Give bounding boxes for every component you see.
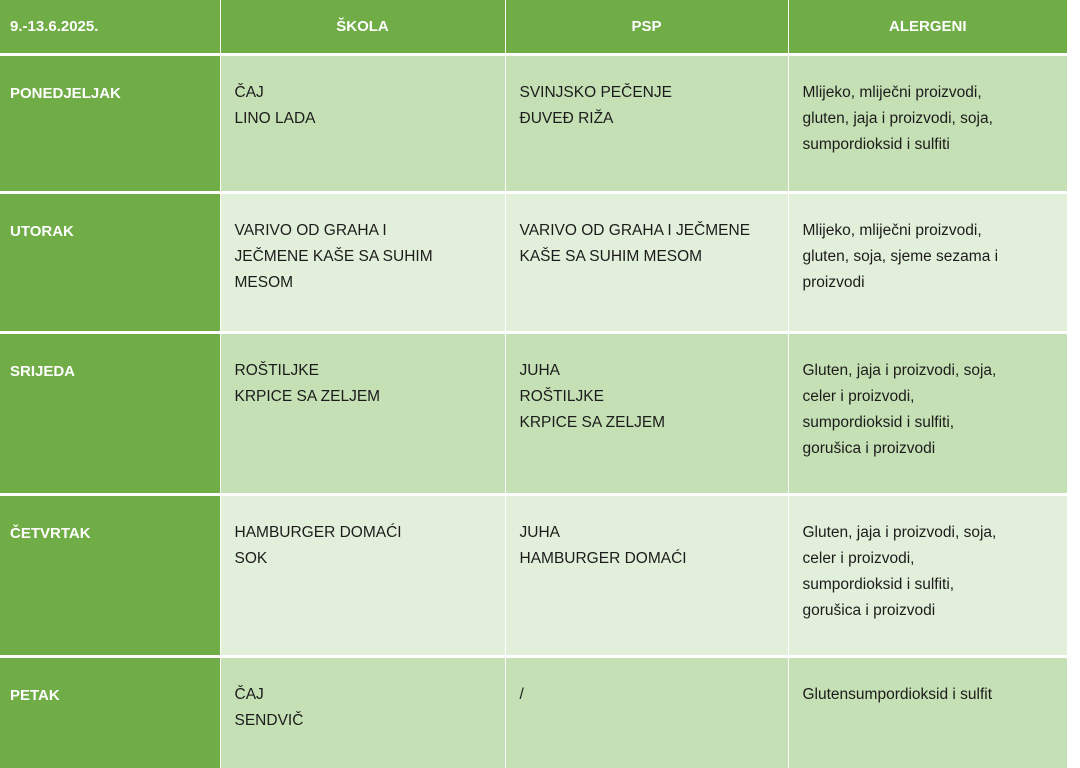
psp-cell xyxy=(505,657,788,768)
allergen-line: sumpordioksid i sulfiti xyxy=(803,132,1058,158)
allergen-line: gluten, jaja i proizvodi, soja, xyxy=(803,106,1058,132)
table-row xyxy=(0,193,1067,333)
menu-item: JEČMENE KAŠE SA SUHIM xyxy=(235,244,495,270)
menu-item: SENDVIČ xyxy=(235,708,495,734)
allergen-line: proizvodi xyxy=(803,270,1058,296)
allergen-line: gorušica i proizvodi xyxy=(803,598,1058,624)
allergen-line: Mlijeko, mliječni proizvodi, xyxy=(803,218,1058,244)
menu-item: JUHA xyxy=(520,520,778,546)
menu-item: SVINJSKO PEČENJE xyxy=(520,80,778,106)
day-name: UTORAK xyxy=(0,193,220,333)
skola-cell xyxy=(220,657,505,768)
menu-item: LINO LADA xyxy=(235,106,495,132)
allergen-line: gorušica i proizvodi xyxy=(803,436,1058,462)
table-row xyxy=(0,55,1067,193)
allergen-line: sumpordioksid i sulfiti, xyxy=(803,410,1058,436)
allergen-line: Gluten, jaja i proizvodi, soja, xyxy=(803,520,1058,546)
menu-item: ĐUVEĐ RIŽA xyxy=(520,106,778,132)
week-range-header: 9.-13.6.2025. xyxy=(0,0,220,55)
day-name: ČETVRTAK xyxy=(0,495,220,657)
table-row xyxy=(0,495,1067,657)
alergeni-cell xyxy=(788,657,1067,768)
table-row xyxy=(0,333,1067,495)
menu-item: ROŠTILJKE xyxy=(520,384,778,410)
menu-item: MESOM xyxy=(235,270,495,296)
day-name: PONEDJELJAK xyxy=(0,55,220,193)
day-name: PETAK xyxy=(0,657,220,768)
psp-cell xyxy=(505,193,788,333)
menu-item: ČAJ xyxy=(235,682,495,708)
psp-cell xyxy=(505,495,788,657)
menu-item: SOK xyxy=(235,546,495,572)
allergen-line: gluten, soja, sjeme sezama i xyxy=(803,244,1058,270)
allergen-line: Mlijeko, mliječni proizvodi, xyxy=(803,80,1058,106)
psp-column-header: PSP xyxy=(505,0,788,55)
psp-cell xyxy=(505,333,788,495)
day-name: SRIJEDA xyxy=(0,333,220,495)
menu-item: / xyxy=(520,682,778,708)
menu-item: JUHA xyxy=(520,358,778,384)
allergen-line: celer i proizvodi, xyxy=(803,546,1058,572)
skola-cell xyxy=(220,55,505,193)
psp-cell xyxy=(505,55,788,193)
alergeni-column-header: ALERGENI xyxy=(788,0,1067,55)
menu-item: VARIVO OD GRAHA I xyxy=(235,218,495,244)
allergen-line: Gluten, jaja i proizvodi, soja, xyxy=(803,358,1058,384)
alergeni-cell xyxy=(788,495,1067,657)
menu-item: KRPICE SA ZELJEM xyxy=(235,384,495,410)
menu-item: HAMBURGER DOMAĆI xyxy=(520,546,778,572)
menu-item: ROŠTILJKE xyxy=(235,358,495,384)
menu-item: HAMBURGER DOMAĆI xyxy=(235,520,495,546)
skola-cell xyxy=(220,495,505,657)
menu-item: VARIVO OD GRAHA I JEČMENE xyxy=(520,218,778,244)
skola-cell xyxy=(220,193,505,333)
menu-item: ČAJ xyxy=(235,80,495,106)
skola-column-header: ŠKOLA xyxy=(220,0,505,55)
table-row xyxy=(0,657,1067,768)
skola-cell xyxy=(220,333,505,495)
menu-item: KRPICE SA ZELJEM xyxy=(520,410,778,436)
header-row xyxy=(0,0,1067,55)
allergen-line: sumpordioksid i sulfiti, xyxy=(803,572,1058,598)
alergeni-cell xyxy=(788,55,1067,193)
allergen-line: celer i proizvodi, xyxy=(803,384,1058,410)
alergeni-cell xyxy=(788,193,1067,333)
allergen-line: Glutensumpordioksid i sulfit xyxy=(803,682,1058,708)
alergeni-cell xyxy=(788,333,1067,495)
menu-item: KAŠE SA SUHIM MESOM xyxy=(520,244,778,270)
